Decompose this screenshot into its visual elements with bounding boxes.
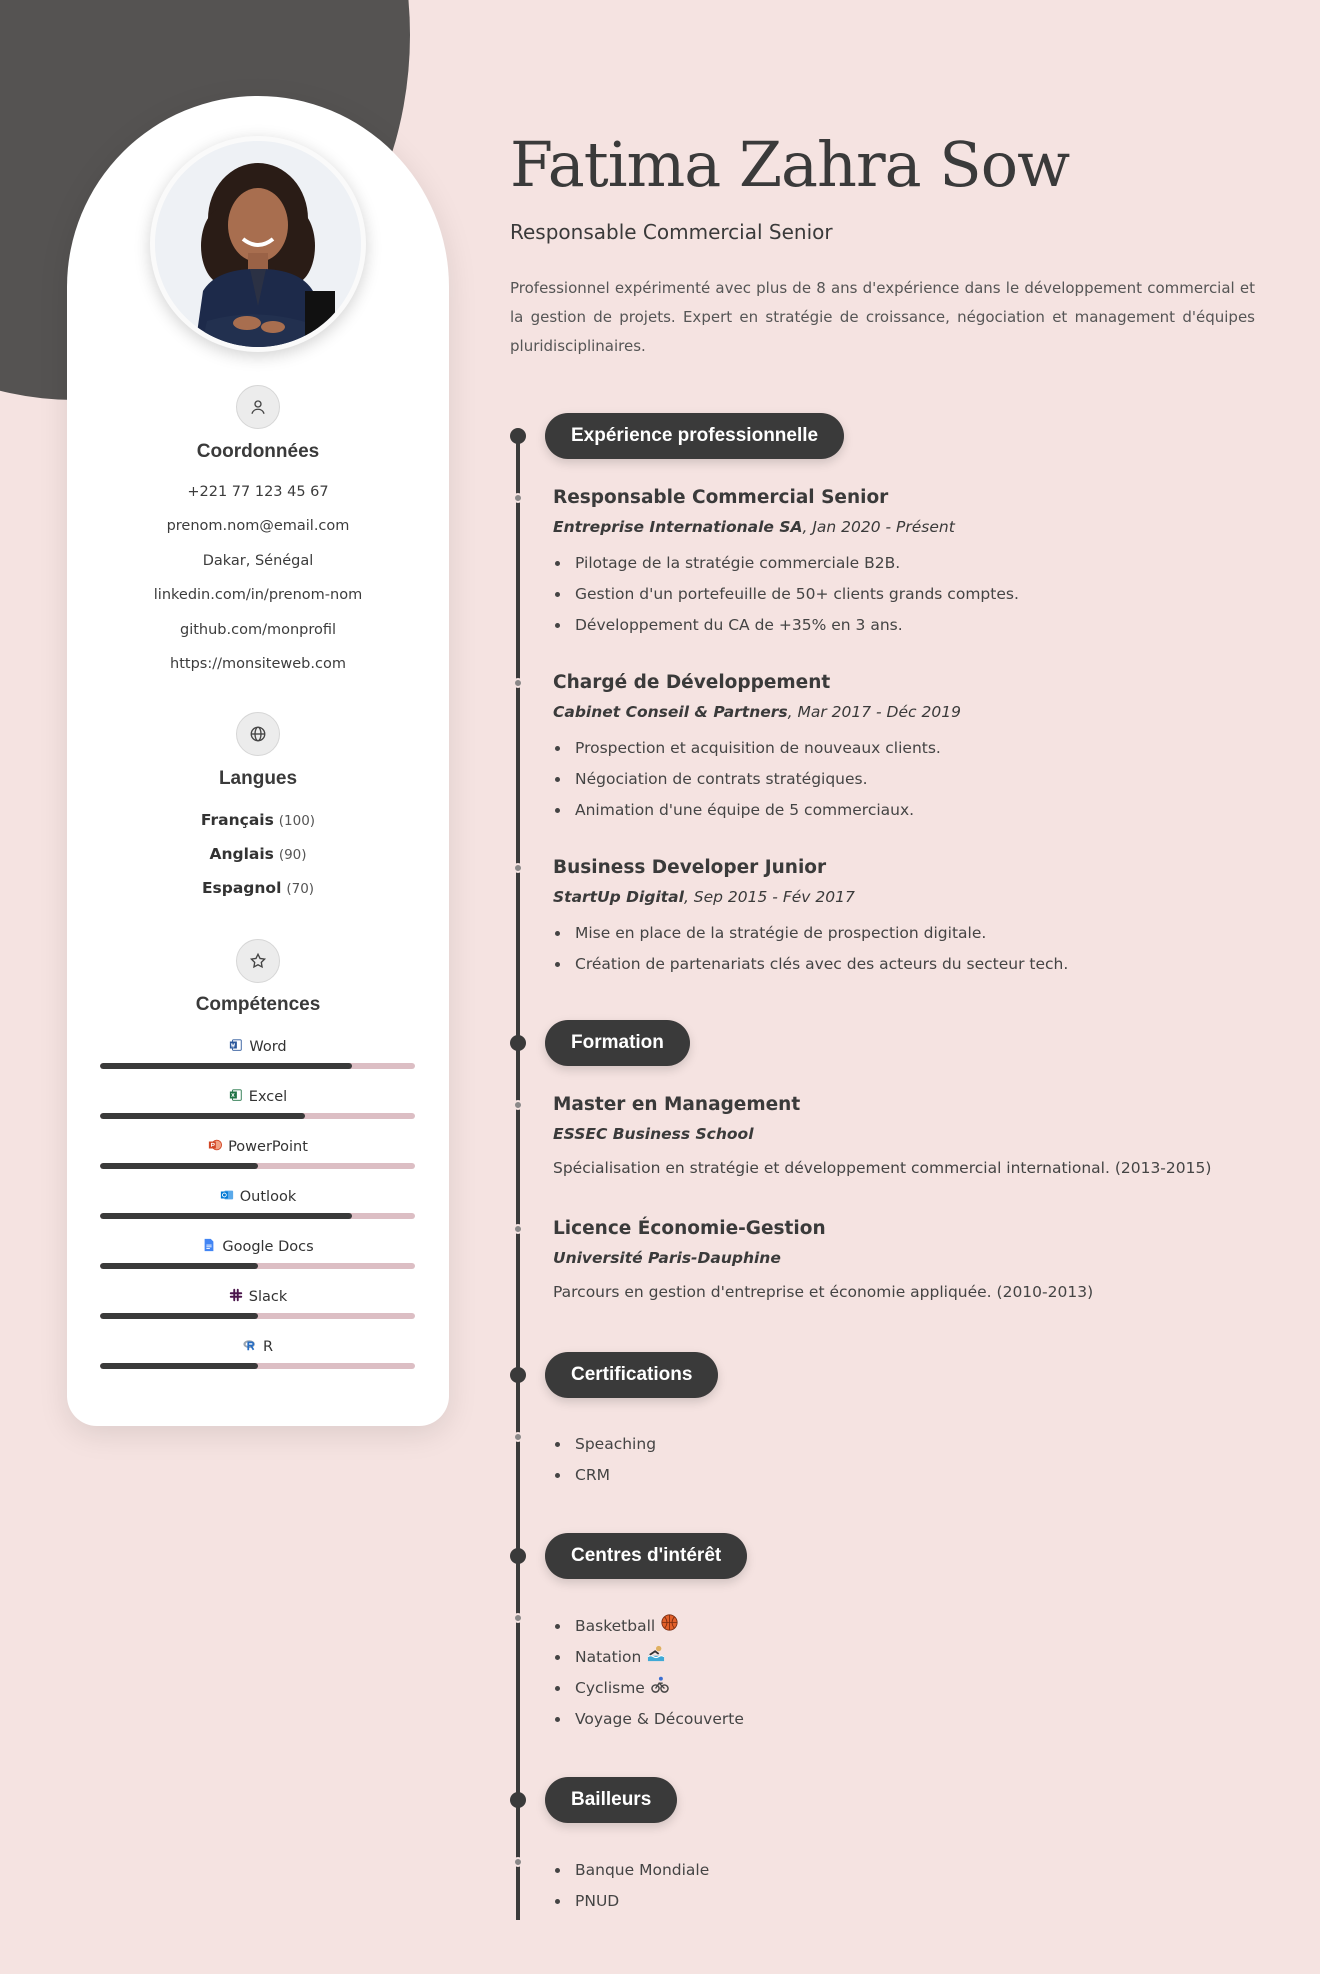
skill-progress-bar — [100, 1313, 415, 1319]
skill-name: Excel — [248, 1089, 288, 1105]
timeline-node — [510, 428, 526, 444]
skill-name: R — [262, 1339, 274, 1355]
skill-label — [67, 1038, 449, 1056]
job-title: Business Developer Junior — [553, 857, 827, 878]
skill-progress-fill — [100, 1363, 258, 1369]
user-icon — [236, 385, 280, 429]
list-item: PNUD — [553, 1886, 709, 1917]
section-header-interests: Centres d'intérêt — [545, 1533, 747, 1579]
powerpoint-icon — [208, 1138, 222, 1156]
contact-phone[interactable]: +221 77 123 45 67 — [187, 484, 329, 500]
word-icon — [229, 1038, 243, 1056]
list-item: Banque Mondiale — [553, 1855, 709, 1886]
cyclist-icon — [651, 1673, 669, 1704]
timeline-node — [510, 1792, 526, 1808]
globe-icon — [236, 712, 280, 756]
skill-progress-fill — [100, 1313, 258, 1319]
timeline-dot — [513, 1100, 523, 1110]
language-item: Anglais (90) — [209, 845, 307, 863]
education-description: Spécialisation en stratégie et développement commercial international. (2013-2015) — [553, 1159, 1212, 1177]
language-item: Français (100) — [200, 811, 316, 829]
profile-summary: Professionnel expérimenté avec plus de 8 ans d'expérience dans le développement commercial et la gestion de projets. Expert en stratégie de croissance, négociation et management d'équipes pluridisciplinaires. — [510, 279, 1255, 355]
skill-progress-bar — [100, 1063, 415, 1069]
skill-progress-bar — [100, 1213, 415, 1219]
timeline-node — [510, 1035, 526, 1051]
sidebar-card — [67, 96, 449, 1426]
person-role: Responsable Commercial Senior — [510, 220, 833, 244]
list-item: Prospection et acquisition de nouveaux clients. — [553, 733, 941, 764]
section-header-donors: Bailleurs — [545, 1777, 677, 1823]
list-item: Natation — [553, 1642, 744, 1673]
skill-label — [67, 1288, 449, 1306]
list-item: Mise en place de la stratégie de prospection digitale. — [553, 918, 1068, 949]
r-icon — [243, 1338, 257, 1356]
skill-name: PowerPoint — [228, 1139, 308, 1155]
basketball-icon — [661, 1611, 678, 1642]
section-header-education: Formation — [545, 1020, 690, 1066]
skill-name: Outlook — [239, 1189, 297, 1205]
contact-website[interactable]: https://monsiteweb.com — [170, 656, 346, 672]
list-item: Animation d'une équipe de 5 commerciaux. — [553, 795, 941, 826]
google-docs-icon — [202, 1238, 216, 1256]
timeline-dot — [513, 678, 523, 688]
languages-title: Langues — [218, 768, 298, 789]
outlook-icon — [220, 1188, 234, 1206]
job-company: Cabinet Conseil & Partners, Mar 2017 - Déc 2019 — [553, 703, 961, 721]
timeline-dot — [513, 493, 523, 503]
slack-icon — [229, 1288, 243, 1306]
excel-icon — [229, 1088, 243, 1106]
certification-list — [553, 1429, 656, 1491]
job-bullets — [553, 548, 1019, 641]
profile-photo — [150, 136, 366, 352]
skill-progress-bar — [100, 1113, 415, 1119]
timeline-dot — [513, 1224, 523, 1234]
job-company: StartUp Digital, Sep 2015 - Fév 2017 — [553, 888, 855, 906]
section-header-experience: Expérience professionnelle — [545, 413, 844, 459]
timeline-dot — [513, 1432, 523, 1442]
timeline-dot — [513, 863, 523, 873]
skill-name: Google Docs — [222, 1239, 314, 1255]
list-item: Voyage & Découverte — [553, 1704, 744, 1735]
timeline-dot — [513, 1613, 523, 1623]
list-item: Négociation de contrats stratégiques. — [553, 764, 941, 795]
skill-label — [67, 1238, 449, 1256]
person-name: Fatima Zahra Sow — [510, 128, 1070, 201]
skill-progress-fill — [100, 1113, 305, 1119]
skill-progress-bar — [100, 1363, 415, 1369]
language-item: Espagnol (70) — [201, 879, 315, 897]
school-name: Université Paris-Dauphine — [553, 1249, 781, 1267]
contact-github[interactable]: github.com/monprofil — [179, 622, 337, 638]
skill-label — [67, 1088, 449, 1106]
skill-progress-bar — [100, 1163, 415, 1169]
skill-progress-fill — [100, 1163, 258, 1169]
timeline-line — [516, 432, 520, 1920]
school-name: ESSEC Business School — [553, 1125, 754, 1143]
donor-list — [553, 1855, 709, 1917]
skill-label — [67, 1188, 449, 1206]
contact-title: Coordonnées — [196, 441, 320, 462]
skill-name: Slack — [248, 1289, 288, 1305]
list-item: CRM — [553, 1460, 656, 1491]
skill-label — [67, 1338, 449, 1356]
skill-progress-fill — [100, 1213, 352, 1219]
skill-name: Word — [249, 1039, 287, 1055]
contact-linkedin[interactable]: linkedin.com/in/prenom-nom — [153, 587, 363, 603]
list-item: Création de partenariats clés avec des acteurs du secteur tech. — [553, 949, 1068, 980]
degree-title: Master en Management — [553, 1094, 801, 1115]
swimmer-icon — [647, 1642, 665, 1673]
job-bullets — [553, 733, 941, 826]
job-title: Chargé de Développement — [553, 672, 831, 693]
contact-location: Dakar, Sénégal — [202, 553, 314, 569]
skill-progress-fill — [100, 1063, 352, 1069]
list-item: Développement du CA de +35% en 3 ans. — [553, 610, 1019, 641]
section-header-certifications: Certifications — [545, 1352, 718, 1398]
list-item: Pilotage de la stratégie commerciale B2B. — [553, 548, 1019, 579]
job-title: Responsable Commercial Senior — [553, 487, 889, 508]
skill-label — [67, 1138, 449, 1156]
job-bullets — [553, 918, 1068, 980]
timeline-dot — [513, 1857, 523, 1867]
contact-email[interactable]: prenom.nom@email.com — [166, 518, 350, 534]
skills-title: Compétences — [195, 994, 321, 1015]
education-description: Parcours en gestion d'entreprise et économie appliquée. (2010-2013) — [553, 1283, 1094, 1301]
timeline-node — [510, 1548, 526, 1564]
list-item: Gestion d'un portefeuille de 50+ clients grands comptes. — [553, 579, 1019, 610]
skill-progress-fill — [100, 1263, 258, 1269]
list-item: Cyclisme — [553, 1673, 744, 1704]
list-item: Basketball — [553, 1611, 744, 1642]
timeline-node — [510, 1367, 526, 1383]
star-icon — [236, 939, 280, 983]
list-item: Speaching — [553, 1429, 656, 1460]
degree-title: Licence Économie-Gestion — [553, 1218, 826, 1239]
job-company: Entreprise Internationale SA, Jan 2020 - Présent — [553, 518, 955, 536]
interest-list — [553, 1611, 744, 1735]
skill-progress-bar — [100, 1263, 415, 1269]
